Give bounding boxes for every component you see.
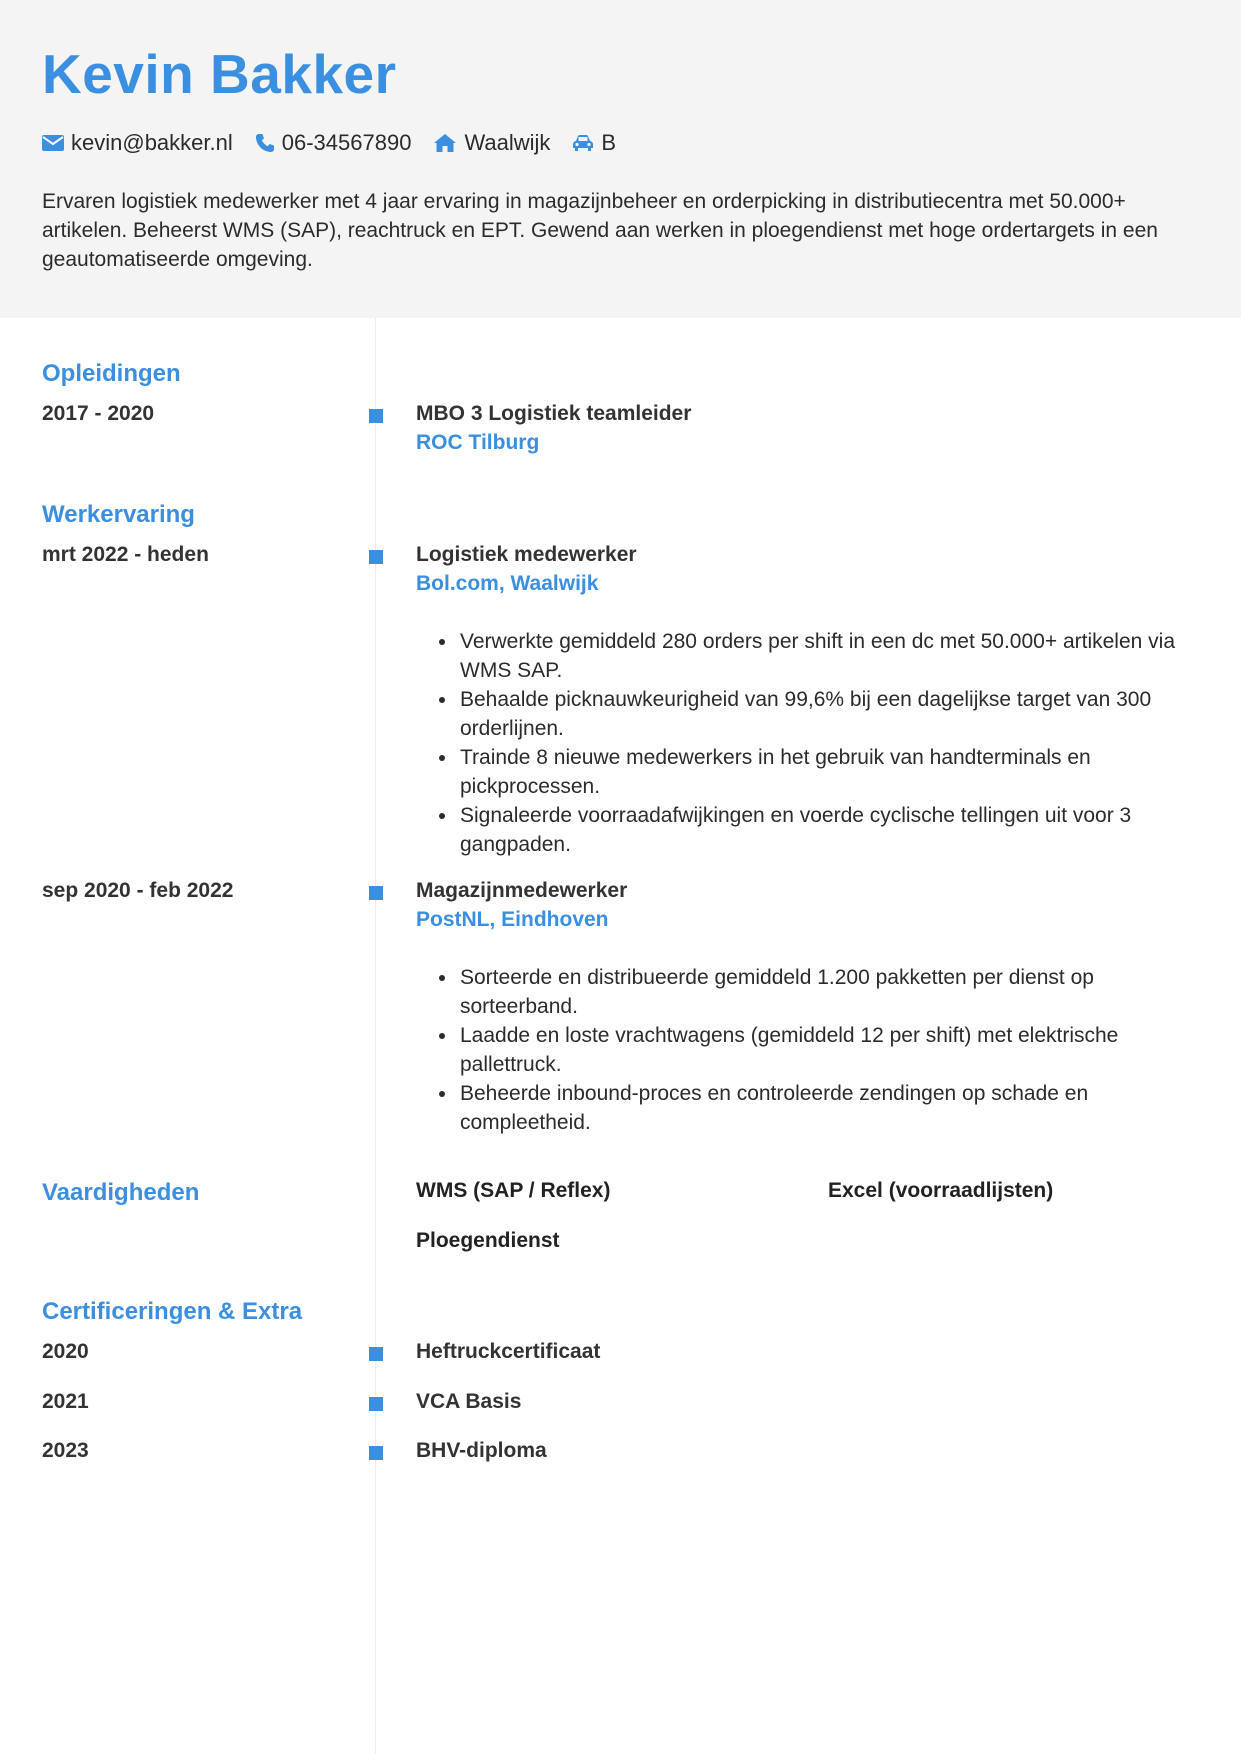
skill-item: Ploegendienst [416, 1229, 560, 1252]
certification-title: Heftruckcertificaat [416, 1340, 601, 1363]
certification-year: 2023 [42, 1439, 89, 1462]
experience-title: Magazijnmedewerker [416, 879, 628, 902]
experience-date: mrt 2022 - heden [42, 543, 209, 566]
email-text: kevin@bakker.nl [71, 130, 233, 155]
education-school: ROC Tilburg [416, 431, 540, 454]
certification-title: VCA Basis [416, 1390, 522, 1413]
profile-summary: Ervaren logistiek medewerker met 4 jaar ervaring in magazijnbeheer en orderpicking in distributiecentra met 50.000+ artikelen. Beheerst WMS (SAP), reachtruck en EPT. Gewend aan werken in ploegendienst met hoge ordertargets in een geautomatiseerde omgeving. [42, 190, 1158, 271]
bullet-item: • Beheerde inbound-proces en controleerde zendingen op schade en compleetheid. [458, 1079, 1203, 1137]
education-date: 2017 - 2020 [42, 402, 155, 425]
contact-phone[interactable] [255, 130, 412, 156]
section-title-skills: Vaardigheden [42, 1179, 200, 1206]
home-icon [433, 133, 457, 153]
skill-item: WMS (SAP / Reflex) [416, 1179, 611, 1202]
certification-year: 2021 [42, 1390, 89, 1413]
city-text: Waalwijk [464, 130, 551, 155]
experience-date: sep 2020 - feb 2022 [42, 879, 234, 902]
envelope-icon [42, 135, 64, 151]
contact-bar [42, 128, 638, 158]
timeline-marker [369, 1347, 383, 1361]
license-text: B [601, 130, 617, 155]
timeline-marker [369, 550, 383, 564]
timeline-marker [369, 1446, 383, 1460]
timeline-marker [369, 886, 383, 900]
timeline-divider [375, 318, 376, 1754]
bullet-item: • Behaalde picknauwkeurigheid van 99,6% bij een dagelijkse target van 300 orderlijnen. [458, 685, 1203, 743]
section-title-experience: Werkervaring [42, 501, 195, 528]
experience-bullets [458, 963, 1203, 1137]
experience-employer: Bol.com, Waalwijk [416, 572, 599, 595]
candidate-name: Kevin Bakker [42, 43, 397, 105]
header [0, 0, 1241, 318]
bullet-item: • Laadde en loste vrachtwagens (gemiddeld 12 per shift) met elektrische pallettruck. [458, 1021, 1203, 1079]
phone-icon [255, 133, 275, 153]
timeline-marker [369, 409, 383, 423]
section-title-certifications: Certificeringen & Extra [42, 1298, 303, 1325]
section-title-education: Opleidingen [42, 360, 181, 387]
education-title: MBO 3 Logistiek teamleider [416, 402, 692, 425]
contact-city [433, 130, 550, 156]
timeline-marker [369, 1397, 383, 1411]
experience-title: Logistiek medewerker [416, 543, 637, 566]
bullet-item: • Trainde 8 nieuwe medewerkers in het gebruik van handterminals en pickprocessen. [458, 743, 1203, 801]
bullet-item: • Signaleerde voorraadafwijkingen en voerde cyclische tellingen uit voor 3 gangpaden. [458, 801, 1203, 859]
experience-bullets [458, 627, 1203, 859]
skill-item: Excel (voorraadlijsten) [828, 1179, 1054, 1202]
phone-text: 06-34567890 [281, 130, 412, 155]
experience-employer: PostNL, Eindhoven [416, 908, 609, 931]
certification-year: 2020 [42, 1340, 89, 1363]
car-icon [572, 134, 594, 152]
bullet-item: • Verwerkte gemiddeld 280 orders per shift in een dc met 50.000+ artikelen via WMS SAP. [458, 627, 1203, 685]
contact-email[interactable] [42, 130, 233, 156]
bullet-item: • Sorteerde en distribueerde gemiddeld 1.200 pakketten per dienst op sorteerband. [458, 963, 1203, 1021]
contact-license [572, 130, 616, 156]
certification-title: BHV-diploma [416, 1439, 547, 1462]
